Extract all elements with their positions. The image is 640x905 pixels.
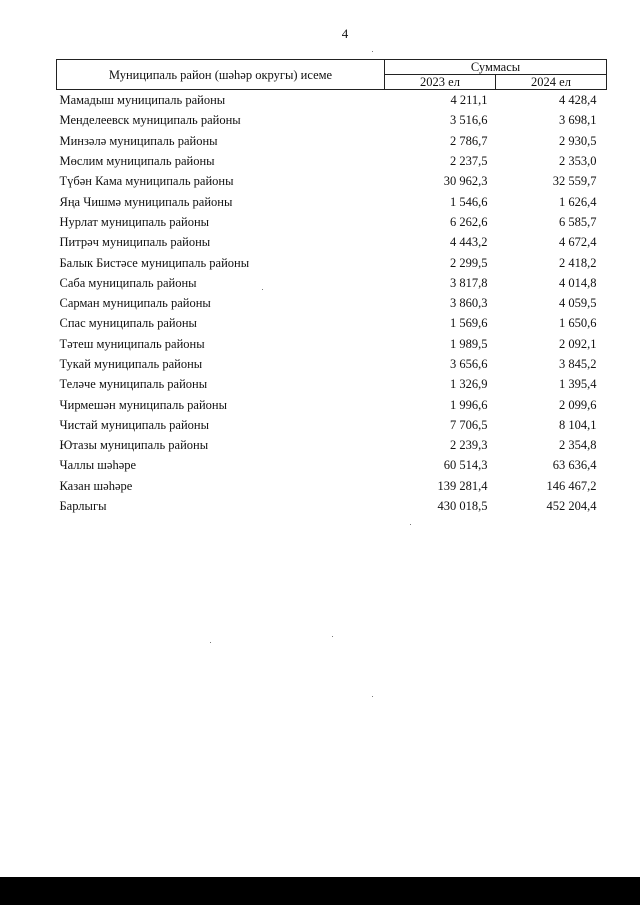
sum-2024-cell: 4 059,5 — [559, 296, 597, 311]
sum-2023-cell: 1 996,6 — [450, 397, 488, 412]
table-row — [57, 293, 607, 313]
header-year-2024: 2024 ел — [496, 75, 607, 90]
table-row — [57, 374, 607, 394]
table-row — [57, 110, 607, 130]
scan-speck — [262, 289, 263, 290]
sum-2023-cell: 6 262,6 — [450, 214, 488, 229]
table-row — [57, 455, 607, 475]
municipality-name-cell: Тәтеш муниципаль районы — [59, 336, 205, 351]
sum-2024-cell: 452 204,4 — [546, 499, 597, 514]
table-row — [57, 334, 607, 354]
scan-speck — [410, 524, 411, 525]
municipality-name-cell: Чирмешән муниципаль районы — [59, 397, 227, 412]
table-row — [57, 496, 607, 516]
sum-2024-cell: 2 354,8 — [559, 438, 597, 453]
municipality-name-cell: Минзәлә муниципаль районы — [59, 133, 218, 148]
sum-2024-cell: 32 559,7 — [552, 174, 597, 189]
municipality-name-cell: Сарман муниципаль районы — [59, 296, 211, 311]
header-sums-group: Суммасы — [385, 60, 607, 75]
municipality-name-cell: Чистай муниципаль районы — [59, 417, 209, 432]
sum-2023-cell: 3 656,6 — [450, 357, 488, 371]
sum-2023-cell: 3 860,3 — [450, 296, 488, 311]
table-row — [57, 273, 607, 293]
municipality-name-cell: Теләче муниципаль районы — [59, 377, 208, 392]
table-row — [57, 435, 607, 455]
sum-2024-cell: 3 698,1 — [559, 113, 597, 128]
sum-2023-cell: 1 569,6 — [450, 316, 488, 331]
scan-speck — [210, 642, 211, 643]
scan-bottom-border — [0, 877, 640, 905]
page-number: 4 — [341, 26, 349, 41]
sum-2023-cell: 2 239,3 — [450, 438, 488, 453]
table-row — [57, 394, 607, 414]
sum-2023-cell: 7 706,5 — [450, 417, 488, 432]
sum-2024-cell: 2 353,0 — [559, 154, 597, 169]
sum-2024-cell: 1 626,4 — [559, 194, 597, 209]
table-row — [57, 313, 607, 333]
table-body — [57, 90, 607, 517]
sum-2023-cell: 60 514,3 — [443, 458, 488, 473]
municipality-name-cell: Менделеевск муниципаль районы — [59, 113, 241, 128]
scan-speck — [372, 696, 373, 697]
sum-2023-cell: 430 018,5 — [437, 499, 488, 514]
municipality-name-cell: Саба муниципаль районы — [59, 275, 197, 290]
table-row — [57, 212, 607, 232]
sum-2024-cell: 1 650,6 — [559, 316, 597, 331]
municipality-name-cell: Чаллы шәһәре — [59, 458, 137, 473]
municipality-name-cell: Түбән Кама муниципаль районы — [59, 174, 234, 189]
table-row — [57, 171, 607, 191]
table-row — [57, 415, 607, 435]
sum-2024-cell: 4 428,4 — [559, 93, 597, 108]
header-year-2023: 2023 ел — [385, 75, 496, 90]
sum-2024-cell: 146 467,2 — [546, 478, 597, 493]
sum-2024-cell: 63 636,4 — [552, 458, 597, 473]
sum-2024-cell: 2 930,5 — [559, 133, 597, 148]
municipality-name-cell: Барлыгы — [59, 499, 107, 514]
sum-2023-cell: 2 237,5 — [450, 154, 488, 169]
table-row — [57, 131, 607, 151]
municipality-name-cell: Балык Бистәсе муниципаль районы — [59, 255, 250, 270]
municipality-name-cell: Мамадыш муниципаль районы — [59, 93, 226, 108]
sum-2023-cell: 139 281,4 — [437, 478, 488, 493]
municipality-name-cell: Тукай муниципаль районы — [59, 357, 203, 371]
sum-2023-cell: 2 786,7 — [450, 133, 488, 148]
sum-2023-cell: 3 516,6 — [450, 113, 488, 128]
sum-2024-cell: 4 014,8 — [559, 275, 597, 290]
table-row — [57, 151, 607, 171]
table-row — [57, 90, 607, 111]
sum-2023-cell: 2 299,5 — [450, 255, 488, 270]
table-row — [57, 232, 607, 252]
scan-speck — [332, 636, 333, 637]
sum-2024-cell: 2 418,2 — [559, 255, 597, 270]
scan-speck — [372, 51, 373, 52]
sum-2023-cell: 30 962,3 — [443, 174, 488, 189]
sum-2023-cell: 1 326,9 — [450, 377, 488, 392]
sum-2024-cell: 4 672,4 — [559, 235, 597, 250]
sum-2024-cell: 3 845,2 — [559, 357, 597, 371]
municipality-name-cell: Спас муниципаль районы — [59, 316, 197, 331]
municipality-name-cell: Питрәч муниципаль районы — [59, 235, 211, 250]
sum-2024-cell: 2 099,6 — [559, 397, 597, 412]
table-row — [57, 191, 607, 211]
municipality-name-cell: Яңа Чишмә муниципаль районы — [59, 194, 233, 209]
municipality-name-cell: Нурлат муниципаль районы — [59, 214, 210, 229]
sum-2024-cell: 1 395,4 — [559, 377, 597, 392]
sum-2024-cell: 2 092,1 — [559, 336, 597, 351]
sum-2023-cell: 4 211,1 — [450, 93, 488, 108]
sum-2023-cell: 1 989,5 — [450, 336, 488, 351]
sum-2023-cell: 1 546,6 — [450, 194, 488, 209]
sum-2023-cell: 3 817,8 — [450, 275, 488, 290]
sum-2024-cell: 6 585,7 — [559, 214, 597, 229]
sum-2024-cell: 8 104,1 — [559, 417, 597, 432]
table-row — [57, 354, 607, 374]
header-municipality-name: Муниципаль район (шәһәр округы) исеме — [57, 60, 385, 90]
municipality-name-cell: Мөслим муниципаль районы — [59, 154, 215, 169]
municipal-sums-table — [56, 59, 607, 516]
table-row — [57, 476, 607, 496]
sum-2023-cell: 4 443,2 — [450, 235, 488, 250]
municipality-name-cell: Казан шәһәре — [59, 478, 133, 493]
municipality-name-cell: Ютазы муниципаль районы — [59, 438, 209, 453]
table-row — [57, 252, 607, 272]
